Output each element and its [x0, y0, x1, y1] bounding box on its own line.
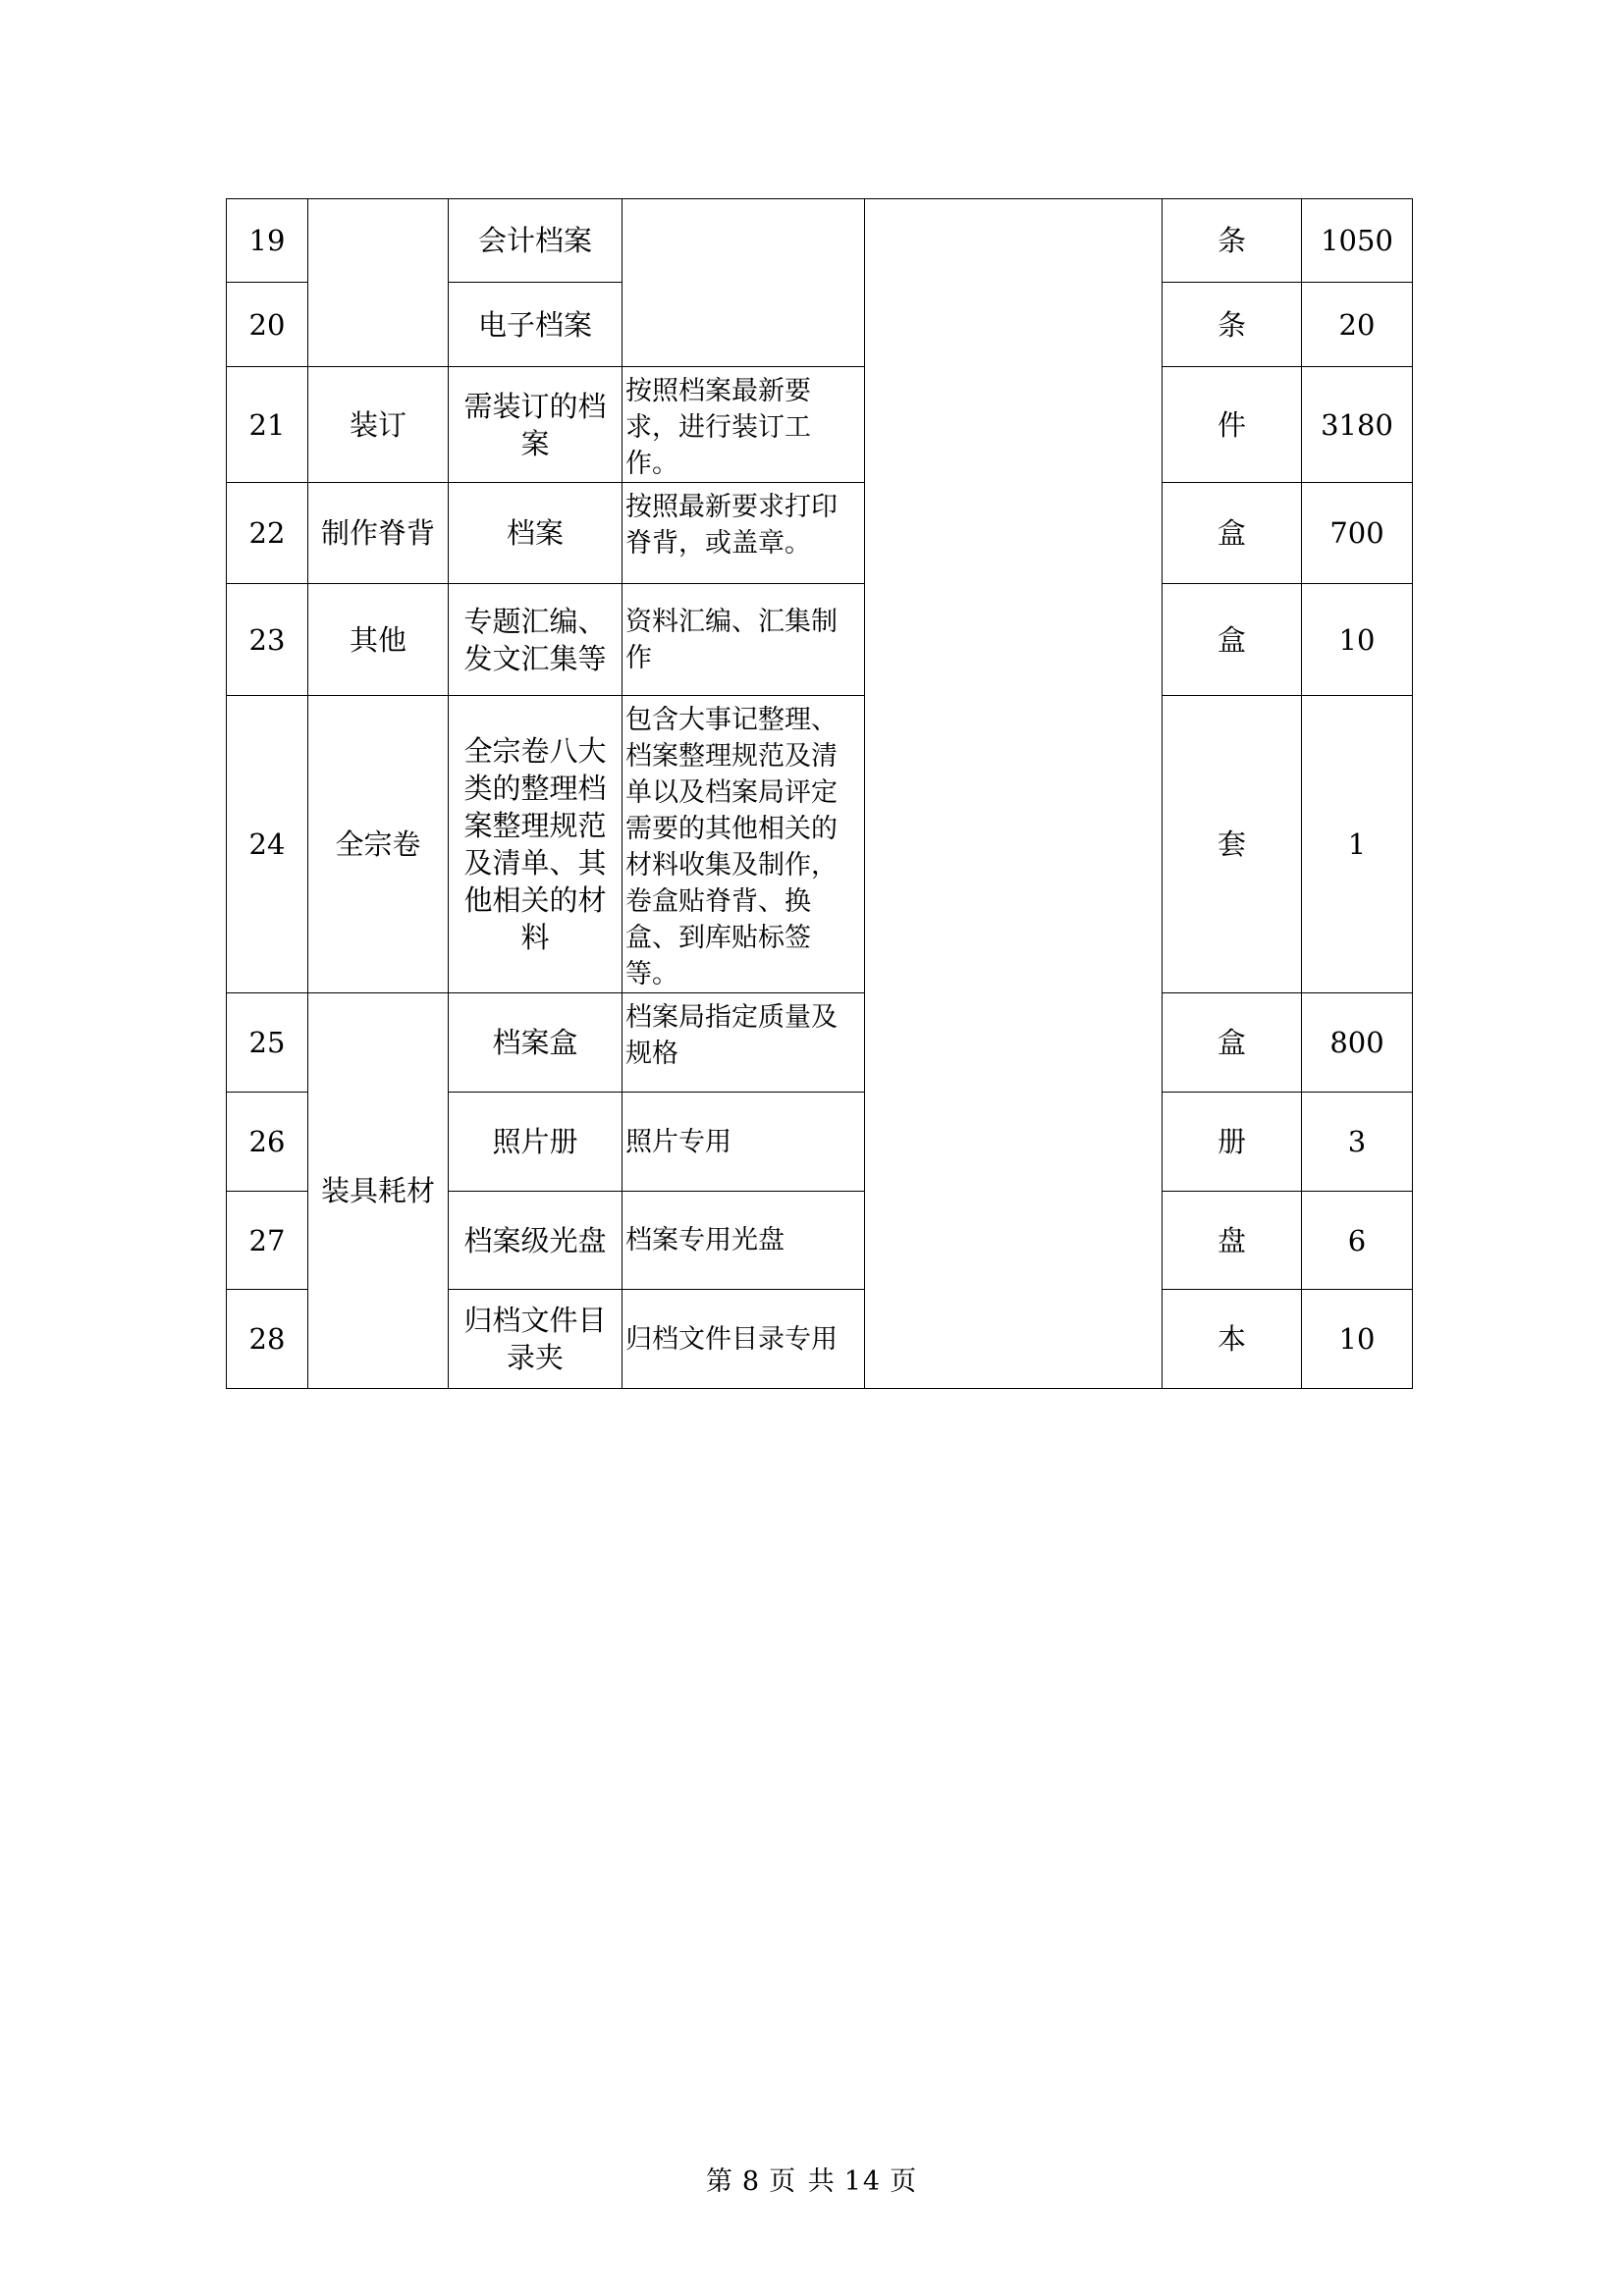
page-label-prefix: 第 [705, 2166, 734, 2197]
row-number: 26 [227, 1093, 308, 1192]
description-cell: 按照最新要求打印脊背，或盖章。 [623, 483, 865, 584]
category-cell: 制作脊背 [308, 483, 449, 584]
unit-cell: 条 [1163, 199, 1302, 283]
quantity-cell: 3 [1302, 1093, 1413, 1192]
quantity-cell: 20 [1302, 283, 1413, 367]
item-cell: 会计档案 [449, 199, 623, 283]
item-cell: 档案 [449, 483, 623, 584]
category-cell: 全宗卷 [308, 696, 449, 993]
table-row [227, 584, 1413, 696]
items-table [226, 198, 1413, 1389]
table-row [227, 483, 1413, 584]
description-cell: 包含大事记整理、档案整理规范及清单以及档案局评定需要的其他相关的材料收集及制作，卷盒贴脊背、换盒、到库贴标签等。 [623, 696, 865, 993]
quantity-cell: 6 [1302, 1192, 1413, 1290]
row-number: 23 [227, 584, 308, 696]
table-row [227, 696, 1413, 993]
page-label-suffix: 页 [890, 2166, 919, 2197]
page-footer [0, 2160, 1624, 2198]
page-number: 8 [741, 2166, 762, 2197]
category-cell: 装具耗材 [308, 993, 449, 1389]
unit-cell: 盒 [1163, 993, 1302, 1093]
unit-cell: 条 [1163, 283, 1302, 367]
description-cell: 照片专用 [623, 1093, 865, 1192]
item-cell: 需装订的档案 [449, 367, 623, 483]
quantity-cell: 1050 [1302, 199, 1413, 283]
item-cell: 照片册 [449, 1093, 623, 1192]
item-cell: 专题汇编、发文汇集等 [449, 584, 623, 696]
row-number: 21 [227, 367, 308, 483]
description-cell: 按照档案最新要求，进行装订工作。 [623, 367, 865, 483]
unit-cell: 盒 [1163, 584, 1302, 696]
row-number: 28 [227, 1290, 308, 1389]
item-cell: 电子档案 [449, 283, 623, 367]
item-cell: 全宗卷八大类的整理档案整理规范及清单、其他相关的材料 [449, 696, 623, 993]
row-number: 27 [227, 1192, 308, 1290]
unit-cell: 盒 [1163, 483, 1302, 584]
table-row [227, 993, 1413, 1093]
blank-column-cell [865, 199, 1163, 1389]
category-cell: 其他 [308, 584, 449, 696]
row-number: 25 [227, 993, 308, 1093]
quantity-cell: 3180 [1302, 367, 1413, 483]
page-label-middle: 页 共 [769, 2166, 837, 2197]
quantity-cell: 700 [1302, 483, 1413, 584]
description-cell: 档案局指定质量及规格 [623, 993, 865, 1093]
table-row [227, 199, 1413, 283]
quantity-cell: 10 [1302, 1290, 1413, 1389]
category-cell [308, 199, 449, 367]
unit-cell: 册 [1163, 1093, 1302, 1192]
unit-cell: 套 [1163, 696, 1302, 993]
quantity-cell: 1 [1302, 696, 1413, 993]
description-cell [623, 199, 865, 367]
row-number: 19 [227, 199, 308, 283]
description-cell: 资料汇编、汇集制作 [623, 584, 865, 696]
unit-cell: 件 [1163, 367, 1302, 483]
row-number: 22 [227, 483, 308, 584]
total-pages: 14 [843, 2166, 883, 2197]
quantity-cell: 10 [1302, 584, 1413, 696]
description-cell: 档案专用光盘 [623, 1192, 865, 1290]
description-cell: 归档文件目录专用 [623, 1290, 865, 1389]
row-number: 24 [227, 696, 308, 993]
unit-cell: 本 [1163, 1290, 1302, 1389]
unit-cell: 盘 [1163, 1192, 1302, 1290]
item-cell: 档案盒 [449, 993, 623, 1093]
item-cell: 档案级光盘 [449, 1192, 623, 1290]
item-cell: 归档文件目录夹 [449, 1290, 623, 1389]
category-cell: 装订 [308, 367, 449, 483]
table-row [227, 367, 1413, 483]
row-number: 20 [227, 283, 308, 367]
quantity-cell: 800 [1302, 993, 1413, 1093]
